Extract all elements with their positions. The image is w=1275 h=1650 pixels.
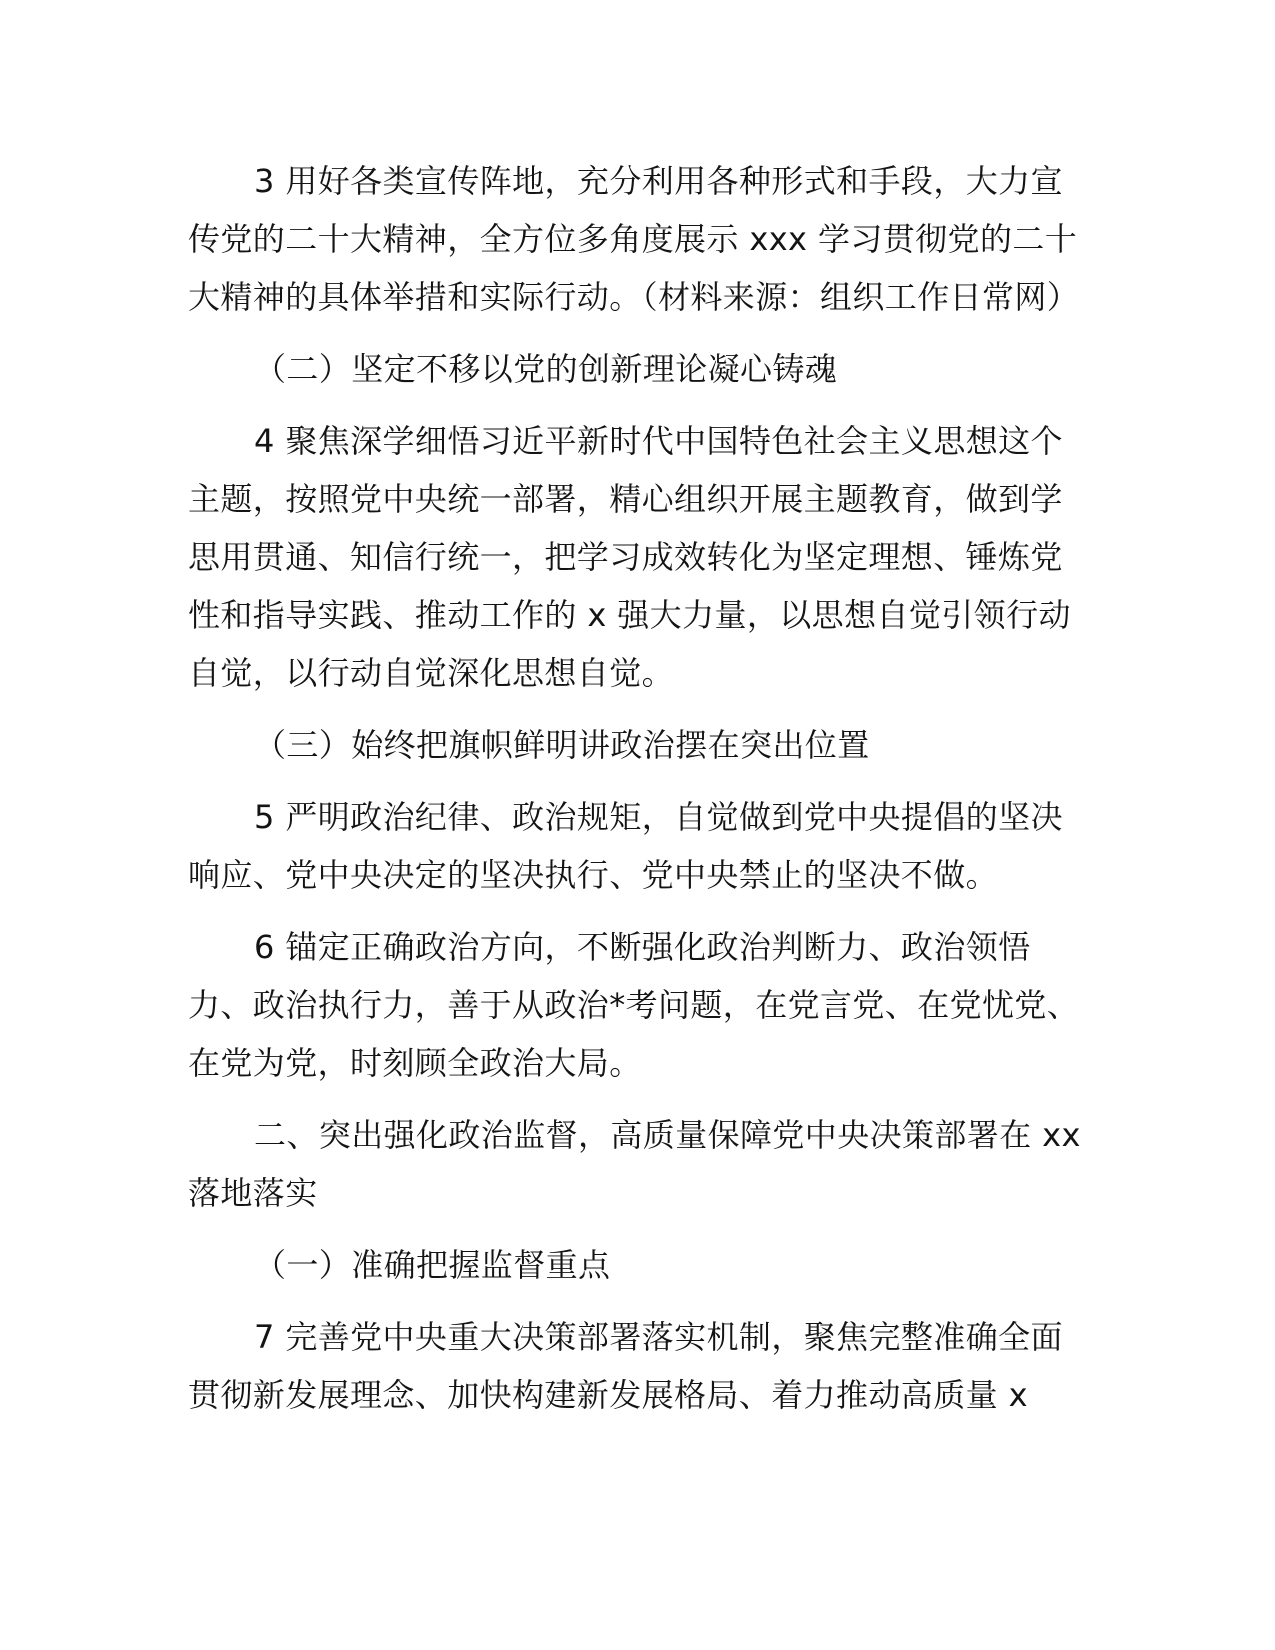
section-heading-1: （一）准确把握监督重点 xyxy=(254,1246,611,1284)
section-heading-2: （二）坚定不移以党的创新理论凝心铸魂 xyxy=(254,350,838,388)
chapter-heading-2: 二、突出强化政治监督，高质量保障党中央决策部署在 xx 落地落实 xyxy=(188,1116,1081,1212)
document-body xyxy=(188,152,1088,1438)
paragraph-item-7: 7 完善党中央重大决策部署落实机制，聚焦完整准确全面贯彻新发展理念、加快构建新发展格局、着力推动高质量 x xyxy=(188,1318,1063,1414)
paragraph-item-6: 6 锚定正确政治方向，不断强化政治判断力、政治领悟力、政治执行力，善于从政治*考问题，在党言党、在党忧党、在党为党，时刻顾全政治大局。 xyxy=(188,928,1080,1082)
paragraph-item-3: 3 用好各类宣传阵地，充分利用各种形式和手段，大力宣传党的二十大精神，全方位多角度展示 xxx 学习贯彻党的二十大精神的具体举措和实际行动。（材料来源：组织工作日常网） xyxy=(188,162,1080,316)
paragraph-item-5: 5 严明政治纪律、政治规矩，自觉做到党中央提倡的坚决响应、党中央决定的坚决执行、党中央禁止的坚决不做。 xyxy=(188,798,1063,894)
paragraph-item-4: 4 聚焦深学细悟习近平新时代中国特色社会主义思想这个主题，按照党中央统一部署，精心组织开展主题教育，做到学思用贯通、知信行统一，把学习成效转化为坚定理想、锤炼党性和指导实践、推动工作的 x 强大力量，以思想自觉引领行动自觉，以行动自觉深化思想自觉。 xyxy=(188,422,1071,692)
section-heading-3: （三）始终把旗帜鲜明讲政治摆在突出位置 xyxy=(254,726,870,764)
